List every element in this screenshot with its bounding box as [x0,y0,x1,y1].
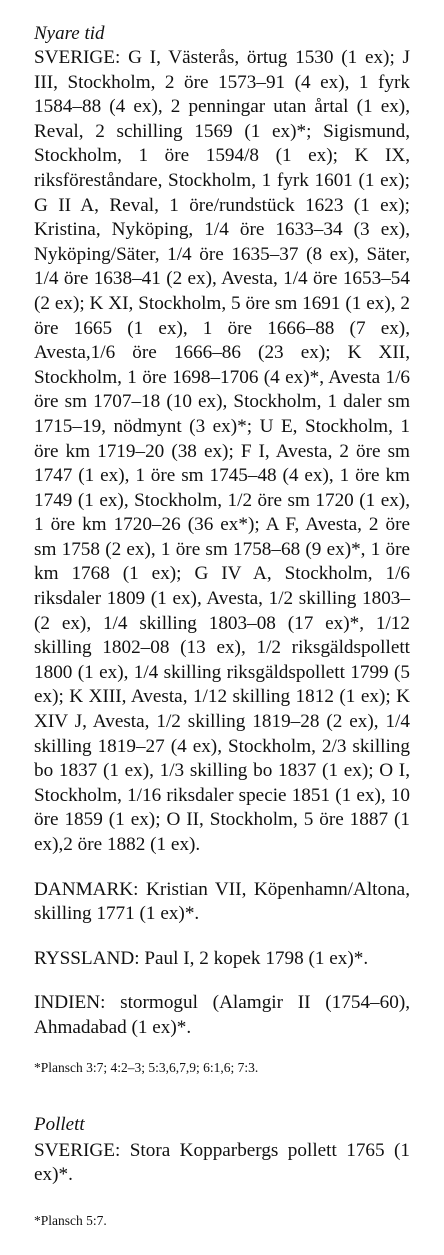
danmark-paragraph: DANMARK: Kristian VII, Köpenhamn/Altona, skilling 1771 (1 ex)*. [34,878,410,925]
footnote-plansch-1: *Plansch 3:7; 4:2–3; 5:3,6,7,9; 6:1,6; 7:3. [34,1059,259,1075]
pollett-paragraph: SVERIGE: Stora Kopparbergs pollett 1765 (1 ex)*. [34,1139,410,1186]
section-heading-pollett: Pollett [34,1113,85,1135]
footnote-plansch-2: *Plansch 5:7. [34,1212,107,1228]
section-heading-nyare-tid: Nyare tid [34,23,105,44]
pollett-section [34,1113,410,1230]
ryssland-paragraph: RYSSLAND: Paul I, 2 kopek 1798 (1 ex)*. [34,947,369,969]
indien-paragraph: INDIEN: stormogul (Alamgir II (1754–60), Ahmadabad (1 ex)*. [34,992,410,1038]
sverige-paragraph: SVERIGE: G I, Västerås, örtug 1530 (1 ex); J III, Stockholm, 2 öre 1573–91 (4 ex), 1 fyrk 1584–88 (4 ex), 2 penningar utan årtal (1 ex), Reval, 2 schilling 1569 (1 ex)*; Sigismund, Stockholm, 1 öre 1594/8 (1 ex); K IX, riksföreståndare, Stockholm, 1 fyrk 1601 (1 ex); G II A, Reval, 1 öre/rundstück 1623 (1 ex); Kristina, Nyköping, 1/4 öre 1633–34 (3 ex), Nyköping/Säter, 1/4 öre 1635–37 (8 ex), Säter, 1/4 öre 1638–41 (2 ex), Avesta, 1/4 öre 1653–54 (2 ex); K XI, Stockholm, 5 öre sm 1691 (1 ex), 2 öre 1665 (1 ex), 1 öre 1666–88 (7 ex), Avesta,1/6 öre 1666–86 (23 ex); K XII, Stockholm, 1 öre 1698–1706 (4 ex)*, Avesta 1/6 öre sm 1707–18 (10 ex), Stockholm, 1 daler sm 1715–19, nödmynt (3 ex)*; U E, Stockholm, 1 öre km 1719–20 (38 ex); F I, Avesta, 2 öre sm 1747 (1 ex), 1 öre sm 1745–48 (4 ex), 1 öre km 1749 (1 ex), Stockholm, 1/2 öre sm 1720 (1 ex), 1 öre km 1720–26 (36 ex*); A F, Avesta, 2 öre sm 1758 (2 ex), 1 öre sm 1758–68 (9 ex)*, 1 öre km 1768 (1 ex); G IV A, Stockholm, 1/6 riksdaler 1809 (1 ex), Avesta, 1/2 skilling 1803– (2 ex), 1/4 skilling 1803–08 (17 ex)*, 1/12 skilling 1802–08 (13 ex), 1/2 riksgäldspollett 1800 (1 ex), 1/4 skilling riksgäldspollett 1799 (5 ex); K XIII, Avesta, 1/12 skilling 1812 (1 ex); K XIV J, Avesta, 1/2 skilling 1819–28 (2 ex), 1/4 skilling 1819–27 (4 ex), Stockholm, 2/3 skilling bo 1837 (1 ex), 1/3 skilling bo 1837 (1 ex); O I, Stockholm, 1/16 riksdaler specie 1851 (1 ex), 10 öre 1859 (1 ex); O II, Stockholm, 5 öre 1887 (1 ex),2 öre 1882 (1 ex). [34,47,410,855]
